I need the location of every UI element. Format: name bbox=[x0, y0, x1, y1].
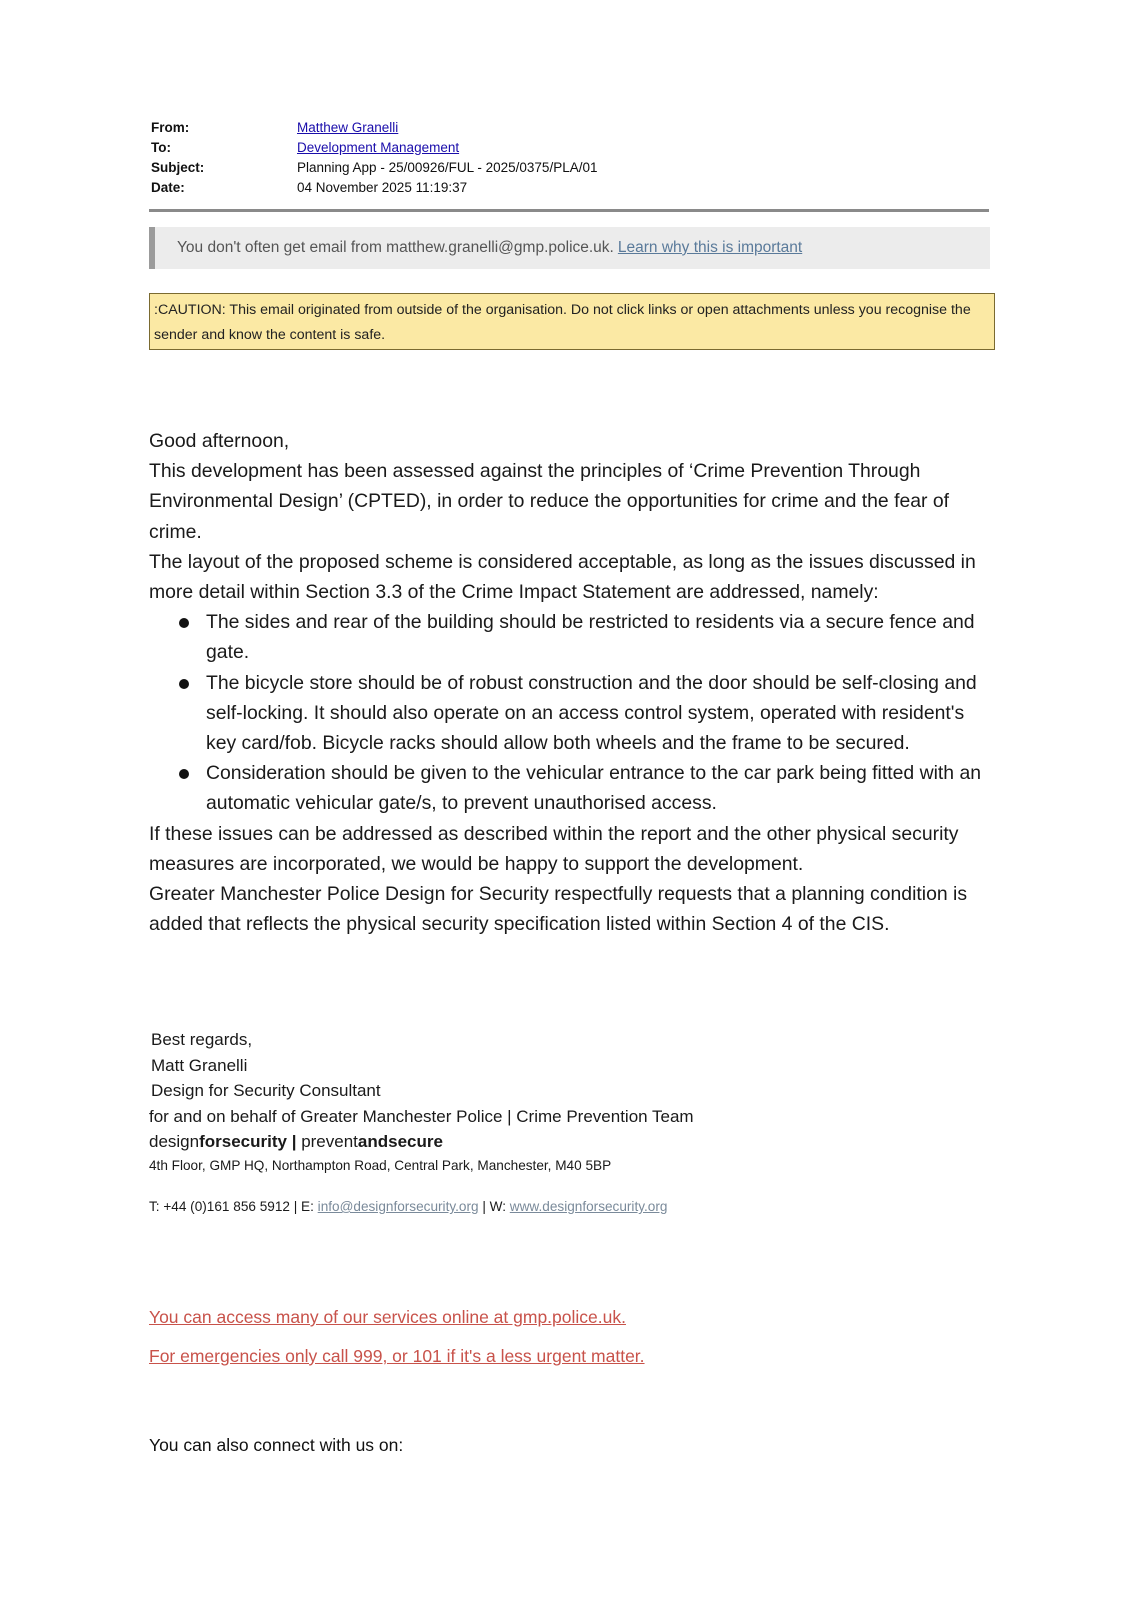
sender-notice-text: You don't often get email from matthew.granelli@gmp.police.uk. bbox=[177, 239, 614, 256]
date-row bbox=[151, 177, 991, 197]
header-divider bbox=[149, 209, 989, 212]
learn-why-link[interactable]: Learn why this is important bbox=[617, 239, 803, 256]
brand-part-prevent: prevent bbox=[301, 1132, 358, 1152]
date-label: Date: bbox=[151, 179, 185, 195]
to-label: To: bbox=[151, 139, 171, 155]
subject-value: Planning App - 25/00926/FUL - 2025/0375/PLA/01 bbox=[297, 159, 598, 175]
body-paragraph-2: The layout of the proposed scheme is considered acceptable, as long as the issues discussed in more detail within Section 3.3 of the Crime Impact Statement are addressed, namely: bbox=[149, 550, 976, 604]
sender-address: 4th Floor, GMP HQ, Northampton Road, Central Park, Manchester, M40 5BP bbox=[149, 1157, 612, 1173]
connect-text: You can also connect with us on: bbox=[149, 1435, 404, 1455]
brand-part-forsecurity: forsecurity bbox=[199, 1132, 287, 1152]
caution-text: :CAUTION: This email originated from outside of the organisation. Do not click links or open attachments unless you recognise the sender and know the content is safe. bbox=[154, 302, 971, 343]
phone-text: T: +44 (0)161 856 5912 | E: bbox=[149, 1199, 318, 1214]
emergency-link[interactable]: For emergencies only call 999, or 101 if it's a less urgent matter. bbox=[149, 1346, 645, 1366]
body-paragraph-4: Greater Manchester Police Design for Security respectfully requests that a planning condition is added that reflects the physical security specification listed within Section 4 of the CIS. bbox=[149, 883, 968, 936]
caution-banner bbox=[149, 293, 995, 350]
list-item-text: The bicycle store should be of robust construction and the door should be self-closing and self-locking. It should also operate on an access control system, operated with resident's key card/fob. Bicycle racks should allow both wheels and the frame to be secured. bbox=[206, 671, 977, 755]
brand-part-design: design bbox=[149, 1132, 200, 1152]
to-link[interactable]: Development Management bbox=[297, 139, 460, 155]
list-item-text: The sides and rear of the building should be restricted to residents via a secure fence and gate. bbox=[206, 611, 975, 664]
from-link[interactable]: Matthew Granelli bbox=[297, 119, 399, 135]
body-paragraph-3: If these issues can be addressed as described within the report and the other physical security measures are incorporated, we would be happy to support the development. bbox=[149, 822, 959, 875]
greeting: Good afternoon, bbox=[149, 430, 290, 452]
email-header bbox=[151, 117, 991, 197]
brand-separator: | bbox=[286, 1132, 302, 1152]
sender-notice-banner bbox=[149, 227, 990, 269]
body-paragraph-1: This development has been assessed against the principles of ‘Crime Prevention Through Environmental Design’ (CPTED), in order to reduce the opportunities for crime and the fear of crime. bbox=[149, 460, 950, 543]
bullet-icon bbox=[179, 769, 189, 779]
sender-organisation: for and on behalf of Greater Manchester Police | Crime Prevention Team bbox=[149, 1106, 694, 1126]
email-body bbox=[149, 426, 999, 939]
signature-block bbox=[149, 1027, 999, 1177]
issues-list bbox=[149, 607, 999, 818]
subject-row bbox=[151, 157, 991, 177]
from-row bbox=[151, 117, 991, 137]
services-online-link[interactable]: You can access many of our services online at gmp.police.uk. bbox=[149, 1307, 626, 1327]
contact-line bbox=[149, 1199, 667, 1214]
email-link[interactable]: info@designforsecurity.org bbox=[317, 1199, 479, 1214]
list-item bbox=[149, 758, 999, 818]
web-prefix: | W: bbox=[478, 1199, 510, 1214]
sign-off: Best regards, bbox=[151, 1030, 253, 1049]
subject-label: Subject: bbox=[151, 159, 205, 175]
from-label: From: bbox=[151, 119, 190, 135]
list-item-text: Consideration should be given to the vehicular entrance to the car park being fitted with an automatic vehicular gate/s, to prevent unauthorised access. bbox=[206, 762, 982, 815]
sender-role: Design for Security Consultant bbox=[151, 1081, 381, 1101]
list-item bbox=[149, 668, 999, 759]
to-row bbox=[151, 137, 991, 157]
date-value: 04 November 2025 11:19:37 bbox=[297, 179, 468, 195]
bullet-icon bbox=[179, 679, 189, 689]
sender-name: Matt Granelli bbox=[151, 1055, 248, 1075]
brand-part-andsecure: andsecure bbox=[357, 1132, 443, 1152]
bullet-icon bbox=[179, 618, 189, 628]
website-link[interactable]: www.designforsecurity.org bbox=[509, 1199, 668, 1214]
list-item bbox=[149, 607, 999, 667]
brand-tagline bbox=[149, 1129, 999, 1155]
